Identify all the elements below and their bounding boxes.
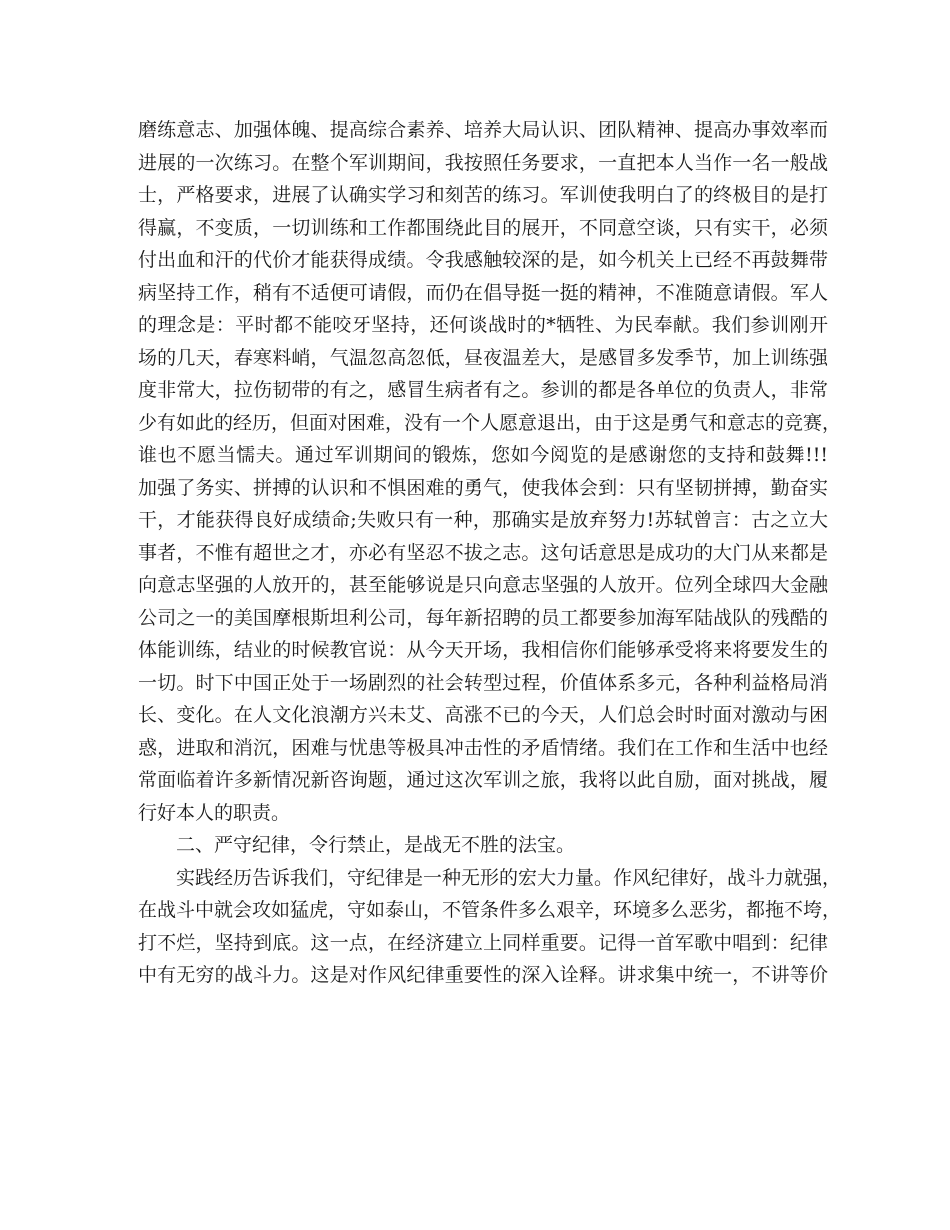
- text-line: 场的几天，春寒料峭，气温忽高忽低，昼夜温差大，是感冒多发季节，加上训练强: [138, 346, 828, 369]
- text-line: 中有无穷的战斗力。这是对作风纪律重要性的深入诠释。讲求集中统一，不讲等价: [138, 964, 828, 986]
- text-line: 长、变化。在人文化浪潮方兴未艾、高涨不已的今天，人们总会时时面对激动与困: [138, 704, 828, 726]
- text-line: 常面临着许多新情况新咨询题，通过这次军训之旅，我将以此自励，面对挑战，履: [138, 769, 828, 791]
- text-line: 得赢，不变质，一切训练和工作都围绕此目的展开，不同意空谈，只有实干，必须: [138, 216, 828, 239]
- text-line: 一切。时下中国正处于一场剧烈的社会转型过程，价值体系多元，各种利益格局消: [138, 671, 828, 694]
- text-line: 在战斗中就会攻如猛虎，守如泰山，不管条件多么艰辛，环境多么恶劣，都拖不垮，: [138, 899, 842, 921]
- text-line: 实践经历告诉我们，守纪律是一种无形的宏大力量。作风纪律好，战斗力就强，: [176, 866, 842, 889]
- document-body: [138, 114, 842, 992]
- text-line: 士，严格要求，进展了认确实学习和刻苦的练习。军训使我明白了的终极目的是打: [138, 184, 828, 206]
- text-line: 干，才能获得良好成绩命;失败只有一种，那确实是放弃努力!苏轼曾言：古之立大: [138, 509, 828, 531]
- text-line: 病坚持工作，稍有不适便可请假，而仍在倡导挺一挺的精神，不准随意请假。军人: [138, 281, 828, 304]
- text-line: 打不烂，坚持到底。这一点，在经济建立上同样重要。记得一首军歌中唱到：纪律: [138, 931, 828, 954]
- text-line: 进展的一次练习。在整个军训期间，我按照任务要求，一直把本人当作一名一般战: [138, 151, 828, 174]
- text-line: 少有如此的经历，但面对困难，没有一个人愿意退出，由于这是勇气和意志的竞赛，: [138, 411, 842, 434]
- text-line: 行好本人的职责。: [138, 801, 291, 824]
- text-line: 二、严守纪律，令行禁止，是战无不胜的法宝。: [176, 834, 576, 856]
- text-line: 付出血和汗的代价才能获得成绩。令我感触较深的是，如今机关上已经不再鼓舞带: [138, 249, 828, 271]
- text-line: 磨练意志、加强体魄、提高综合素养、培养大局认识、团队精神、提高办事效率而: [138, 119, 828, 141]
- text-line: 谁也不愿当懦夫。通过军训期间的锻炼，您如今阅览的是感谢您的支持和鼓舞!!!: [138, 444, 828, 466]
- text-line: 的理念是：平时都不能咬牙坚持，还何谈战时的*牺牲、为民奉献。我们参训刚开: [138, 314, 828, 336]
- text-line: 体能训练，结业的时候教官说：从今天开场，我相信你们能够承受将来将要发生的: [138, 639, 828, 661]
- text-line: 事者，不惟有超世之才，亦必有坚忍不拔之志。这句话意思是成功的大门从来都是: [138, 541, 828, 564]
- text-line: 公司之一的美国摩根斯坦利公司，每年新招聘的员工都要参加海军陆战队的残酷的: [138, 606, 828, 629]
- text-line: 度非常大，拉伤韧带的有之，感冒生病者有之。参训的都是各单位的负责人，非常: [138, 379, 828, 401]
- text-line: 惑，进取和消沉，困难与忧患等极具冲击性的矛盾情绪。我们在工作和生活中也经: [138, 736, 828, 759]
- text-line: 向意志坚强的人放开的，甚至能够说是只向意志坚强的人放开。位列全球四大金融: [138, 574, 828, 596]
- text-line: 加强了务实、拼搏的认识和不惧困难的勇气，使我体会到：只有坚韧拼搏，勤奋实: [138, 476, 828, 499]
